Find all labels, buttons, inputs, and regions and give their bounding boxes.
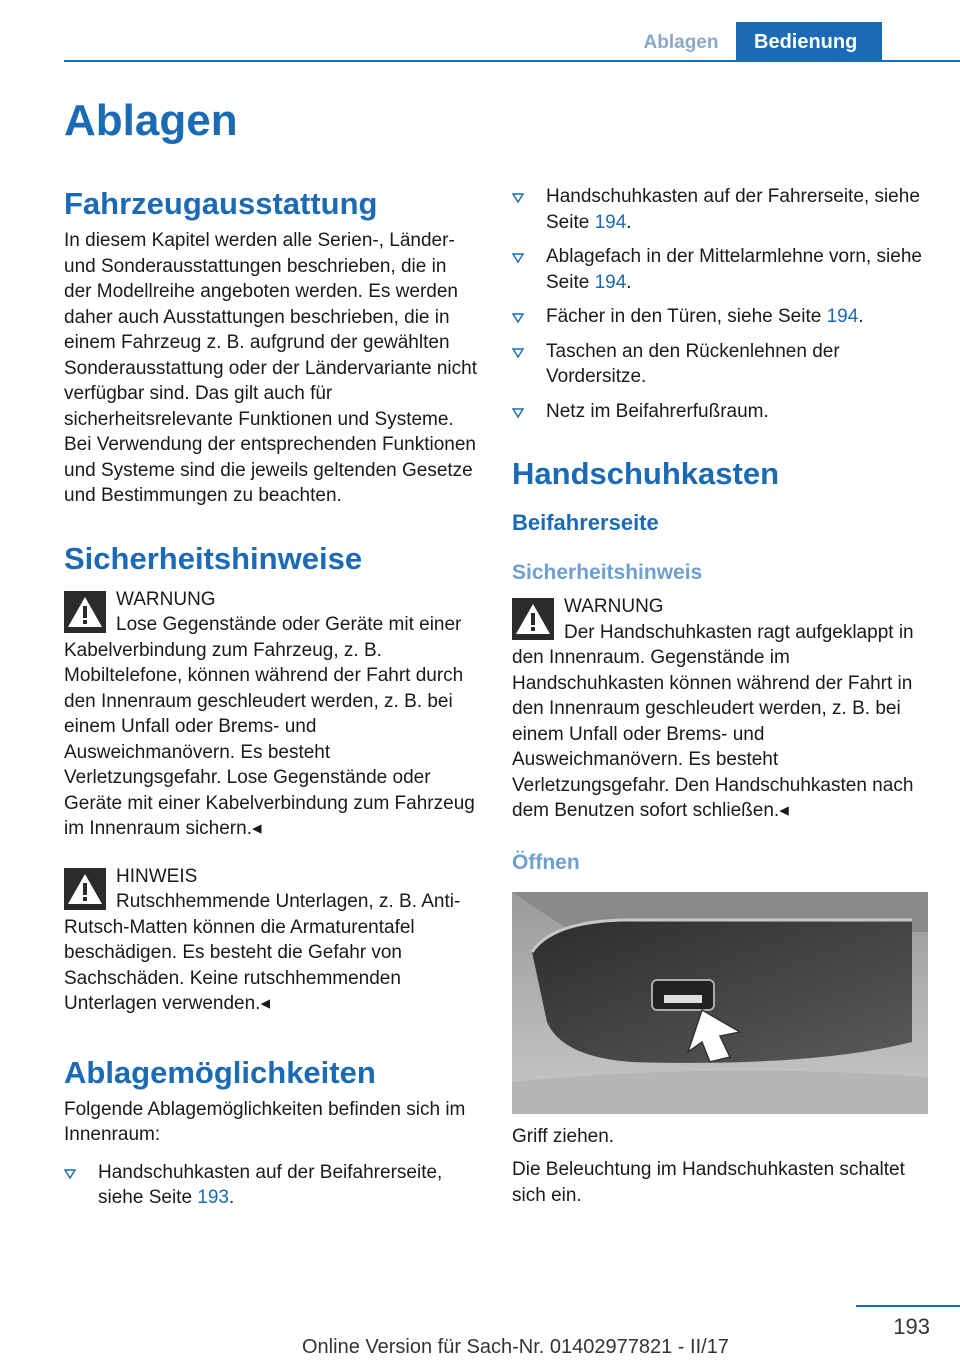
- sicherheitshinweise-heading: Sicherheitshinweise: [64, 540, 363, 576]
- warning-label-2: WARNUNG: [564, 596, 664, 617]
- fahrzeugausstattung-heading: Fahrzeugausstattung: [64, 186, 378, 221]
- triangle-bullet-icon: [512, 347, 524, 359]
- triangle-bullet-icon: [512, 312, 524, 324]
- caption-2: Die Beleuchtung im Handschuhkasten schaltet sich ein.: [512, 1159, 905, 1206]
- list-item-end: .: [626, 211, 632, 233]
- ablagemoeglichkeiten-heading: Ablagemöglichkeiten: [64, 1054, 376, 1090]
- ablagemoeglichkeiten-intro: Folgende Ablagemöglichkeiten befinden sich im Innenraum:: [64, 1098, 466, 1145]
- fahrzeugausstattung-text: In diesem Kapitel werden alle Serien-, Länder- und Sonderausstattungen beschrieben, die in der Modellreihe angeboten werden. Es werden daher auch Ausstattungen beschrieben, die in einem Fahrzeug z. B. aufgrund der gewählten Sonderausstattung oder der Ländervariante nicht verfügbar sind. Das gilt auch für sicherheitsrelevante Funktionen und Systeme. Bei Verwendung der entsprechenden Funktionen und Systeme sind die jeweils geltenden Gesetze und Bestimmungen zu beachten.: [64, 230, 477, 506]
- header-rule: [64, 60, 960, 62]
- left-column: [64, 184, 478, 1220]
- list-item: [512, 339, 930, 390]
- warning-triangle-icon: [64, 868, 106, 910]
- warning-label-1: WARNUNG: [116, 588, 216, 610]
- page-link[interactable]: 194: [826, 306, 859, 327]
- warning-block-1: [64, 587, 478, 842]
- sicherheitshinweis-heading: Sicherheitshinweis: [512, 561, 703, 584]
- warning-triangle-icon: [512, 598, 554, 640]
- header-tab-ablagen[interactable]: Ablagen: [643, 32, 719, 53]
- list-item-text: Handschuhkasten auf der Fahrerseite, siehe Seite: [546, 186, 920, 233]
- list-item: [64, 1160, 478, 1211]
- triangle-bullet-icon: [64, 1168, 76, 1180]
- page-title: Ablagen: [64, 96, 238, 145]
- hint-block: [64, 864, 478, 1017]
- list-item: [512, 399, 930, 425]
- page-number: 193: [893, 1314, 930, 1339]
- list-item-text: Netz im Beifahrerfußraum.: [546, 400, 769, 422]
- footer-rule: [856, 1305, 960, 1307]
- triangle-bullet-icon: [512, 252, 524, 264]
- storage-list-left: [64, 1160, 478, 1211]
- triangle-bullet-icon: [512, 407, 524, 419]
- right-column: [512, 184, 930, 1208]
- list-item-end: .: [229, 1187, 235, 1208]
- footer-version: Online Version für Sach-Nr. 01402977821 - II/17: [302, 1336, 729, 1358]
- caption-1: Griff ziehen.: [512, 1125, 615, 1147]
- handschuhkasten-heading: Handschuhkasten: [512, 456, 780, 491]
- page-link[interactable]: 194: [594, 271, 627, 293]
- page-link[interactable]: 194: [594, 211, 627, 233]
- warning-text-2: Der Handschuhkasten ragt aufgeklappt in den Innenraum. Gegenstände im Handschuhkasten können während der Fahrt in den Innenraum geschleudert werden, z. B. bei einem Unfall oder Brems- und Ausweichmanövern. Es besteht Verletzungsgefahr. Den Handschuhkasten nach dem Benutzen sofort schließen.◂: [512, 621, 914, 821]
- warning-triangle-icon: [64, 591, 106, 633]
- header-tab-bedienung[interactable]: Bedienung: [736, 22, 882, 62]
- beifahrerseite-heading: Beifahrerseite: [512, 510, 659, 535]
- triangle-bullet-icon: [512, 192, 524, 204]
- list-item: [512, 244, 930, 295]
- list-item: [512, 304, 930, 330]
- warning-text-1: Lose Gegenstände oder Geräte mit einer Kabelverbindung zum Fahrzeug, z. B. Mobiltelefone, können während der Fahrt durch den Innenraum geschleudert werden, z. B. bei einem Unfall oder Brems- und Ausweichmanövern. Es besteht Verletzungsgefahr. Lose Gegenstände oder Geräte mit einer Kabelverbindung zum Fahrzeug im Innenraum sichern.◂: [64, 614, 475, 839]
- page-link[interactable]: 193: [197, 1187, 229, 1208]
- list-item-end: .: [626, 271, 632, 293]
- hint-label: HINWEIS: [116, 865, 198, 887]
- oeffnen-heading: Öffnen: [512, 850, 580, 874]
- list-item: [512, 184, 930, 235]
- list-item-text: Handschuhkasten auf der Beifahrerseite, siehe Seite: [98, 1161, 443, 1208]
- list-item-text: Ablagefach in der Mittelarmlehne vorn, siehe Seite: [546, 246, 922, 293]
- warning-block-2: [512, 594, 930, 824]
- hint-text: Rutschhemmende Unterlagen, z. B. Anti-Rutsch-Matten können die Armaturentafel beschädigen. Es besteht die Gefahr von Sachschäden. Keine rutschhemmenden Unterlagen verwenden.◂: [64, 891, 461, 1014]
- glovebox-photo: [512, 892, 928, 1114]
- list-item-text: Fächer in den Türen, siehe Seite: [546, 306, 827, 327]
- storage-list-right: [512, 184, 930, 424]
- list-item-text: Taschen an den Rückenlehnen der Vordersitze.: [546, 340, 840, 387]
- list-item-end: .: [858, 306, 864, 327]
